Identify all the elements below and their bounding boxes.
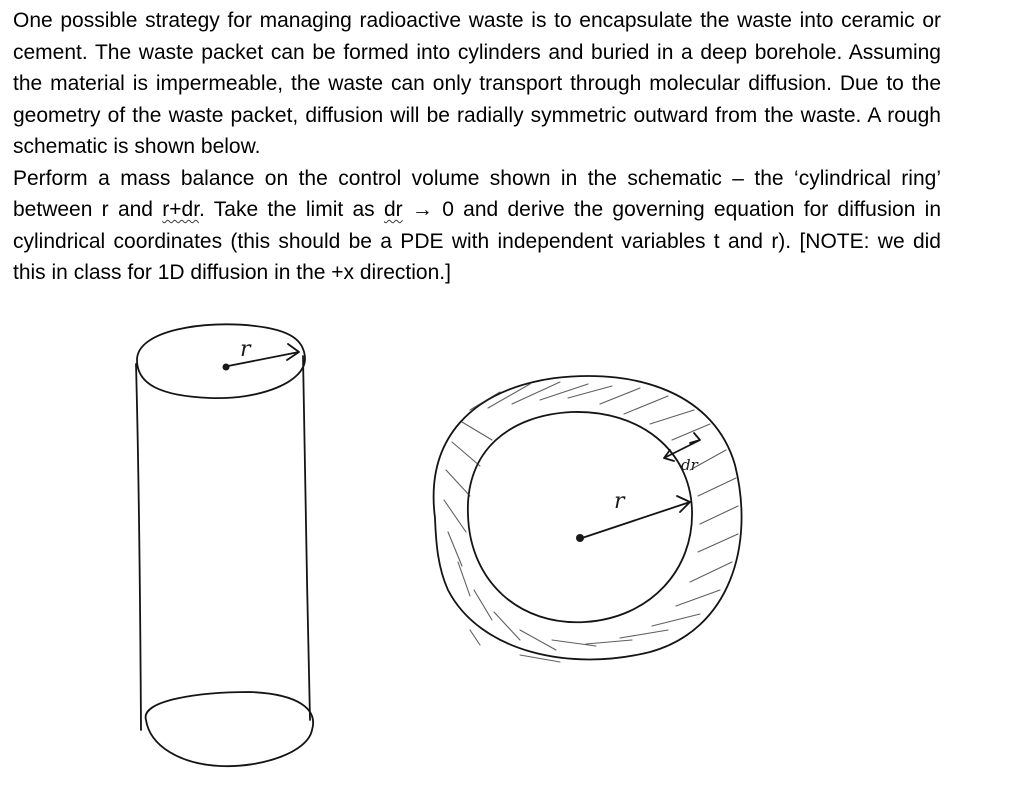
dr-term: dr <box>383 198 403 221</box>
problem-statement <box>13 5 941 289</box>
ring-hatching <box>444 382 738 662</box>
cylinder-bottom-ellipse <box>146 692 314 766</box>
task-text-1: Perform a mass balance on the control volume shown in the schematic – the ‘cylindrical ring’ between r and <box>13 166 941 221</box>
ring-inner-boundary <box>468 412 692 622</box>
ring-radius-arrow <box>582 496 690 538</box>
task-text-3: → 0 and derive the governing equation for diffusion in cylindrical coordinates (this should be a PDE with independent variables t and r). [NOTE: we did this in class for 1D diffusion in the +x direction.] <box>13 198 942 284</box>
cylinder-radius-arrow <box>228 344 299 366</box>
cylinder-left-side <box>136 364 141 730</box>
paragraph-task <box>13 163 941 289</box>
cylinder-sketch <box>136 324 313 766</box>
ring-sketch <box>434 376 742 662</box>
paragraph-intro: One possible strategy for managing radioactive waste is to encapsulate the waste into ceramic or cement. The waste packet can be formed into cylinders and buried in a deep borehole. Assuming the material is impermeable, the waste can only transport through molecular diffusion. Due to the geometry of the waste packet, diffusion will be radially symmetric outward from the waste. A rough schematic is shown below. <box>13 9 941 158</box>
ring-outer-boundary <box>434 376 742 659</box>
cylinder-radius-label: r <box>240 337 251 362</box>
schematic-figure <box>0 300 1024 809</box>
cylinder-right-side <box>303 356 310 720</box>
cylinder-center-dot <box>223 364 230 371</box>
task-text-2: . Take the limit as <box>199 198 384 221</box>
r-plus-dr-term: r+dr <box>162 198 200 221</box>
dr-width-label: dr <box>681 456 698 474</box>
ring-radius-label: r <box>614 489 625 514</box>
cylinder-top-ellipse <box>137 324 305 398</box>
